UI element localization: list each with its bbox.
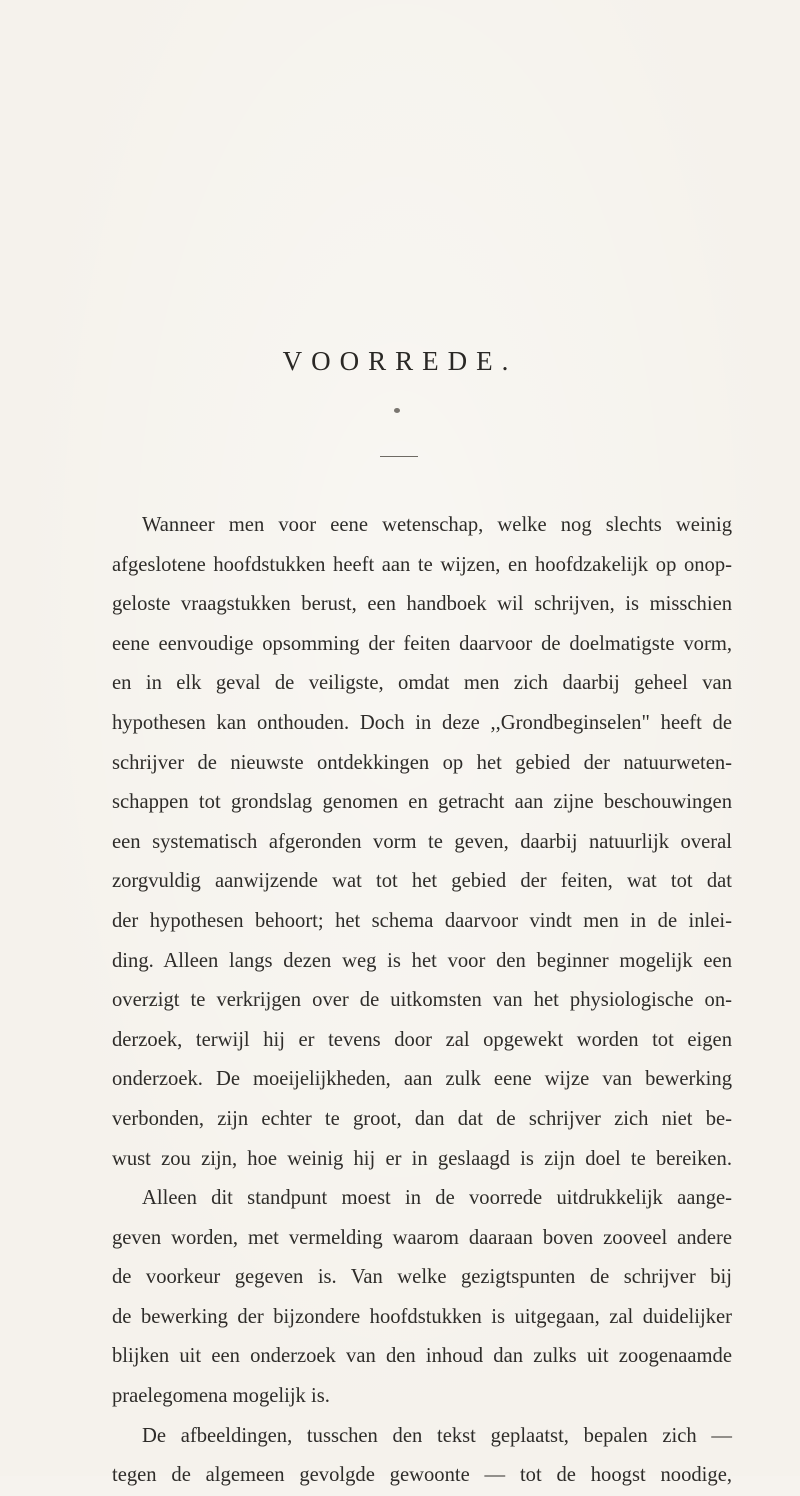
preface-body (112, 506, 732, 1496)
text-line: tegen de algemeen gevolgde gewoonte — tot de hoogst noodige, (112, 1464, 732, 1487)
text-line: verbonden, zijn echter te groot, dan dat de schrijver zich niet be- (112, 1107, 732, 1130)
text-line: derzoek, terwijl hij er tevens door zal opgewekt worden tot eigen (112, 1028, 732, 1051)
ornament-dot (394, 408, 400, 413)
text-line: Alleen dit standpunt moest in de voorrede uitdrukkelijk aange- (142, 1187, 732, 1210)
text-line: geven worden, met vermelding waarom daaraan boven zooveel andere (112, 1226, 732, 1249)
text-line: onderzoek. De moeijelijkheden, aan zulk eene wijze van bewerking (112, 1068, 732, 1091)
text-line: eene eenvoudige opsomming der feiten daarvoor de doelmatigste vorm, (112, 632, 732, 655)
text-line: hypothesen kan onthouden. Doch in deze ,,Grondbeginselen" heeft de (112, 711, 732, 734)
text-line: schrijver de nieuwste ontdekkingen op het gebied der natuurweten- (112, 751, 732, 774)
title-rule (380, 456, 418, 457)
text-line: zorgvuldig aanwijzende wat tot het gebied der feiten, wat tot dat (112, 870, 732, 893)
text-line: blijken uit een onderzoek van den inhoud dan zulks uit zoogenaamde (112, 1345, 732, 1368)
text-line: en in elk geval de veiligste, omdat men zich daarbij geheel van (112, 672, 732, 695)
page-title: VOORREDE. (282, 346, 518, 376)
text-line: Wanneer men voor eene wetenschap, welke nog slechts weinig (142, 514, 732, 536)
text-line: wust zou zijn, hoe weinig hij er in geslaagd is zijn doel te bereiken. (112, 1147, 732, 1170)
text-line: de bewerking der bijzondere hoofdstukken is uitgegaan, zal duidelijker (112, 1305, 732, 1328)
text-line: overzigt te verkrijgen over de uitkomsten van het physiologische on- (112, 989, 732, 1012)
text-line: de voorkeur gegeven is. Van welke gezigtspunten de schrijver bij (112, 1266, 732, 1289)
text-line: De afbeeldingen, tusschen den tekst geplaatst, bepalen zich — (142, 1424, 732, 1447)
text-line: geloste vraagstukken berust, een handboek wil schrijven, is misschien (112, 593, 732, 616)
text-line: afgeslotene hoofdstukken heeft aan te wijzen, en hoofdzakelijk op onop- (112, 553, 732, 576)
text-line: der hypothesen behoort; het schema daarvoor vindt men in de inlei- (112, 909, 732, 932)
text-line: schappen tot grondslag genomen en getracht aan zijne beschouwingen (112, 791, 732, 814)
text-line: een systematisch afgeronden vorm te geven, daarbij natuurlijk overal (112, 830, 732, 853)
text-line: ding. Alleen langs dezen weg is het voor den beginner mogelijk een (112, 949, 732, 972)
text-line: praelegomena mogelijk is. (112, 1385, 330, 1408)
